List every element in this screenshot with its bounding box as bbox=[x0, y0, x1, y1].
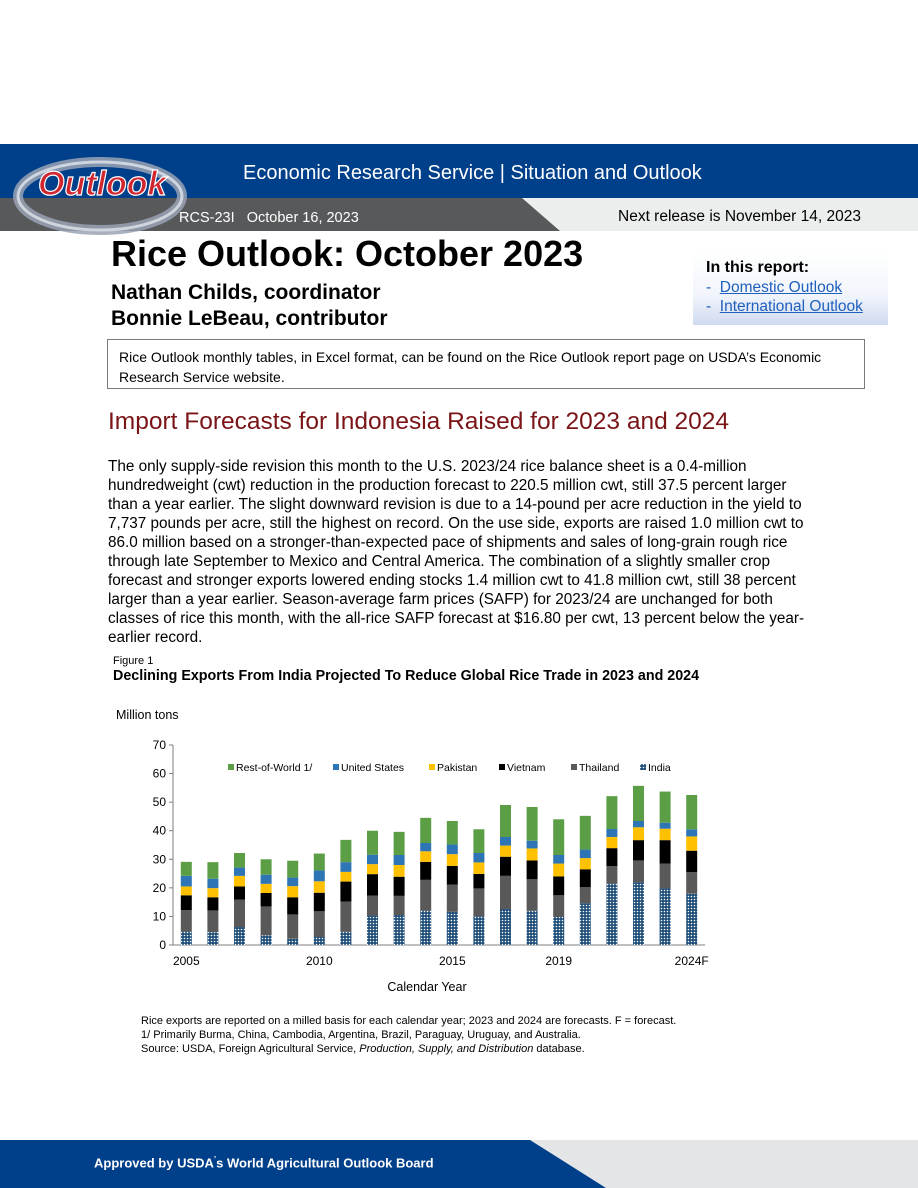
x-tick-label: 2019 bbox=[545, 954, 573, 968]
y-tick-label: 60 bbox=[152, 766, 166, 781]
bar-segment-thailand bbox=[660, 864, 671, 889]
x-tick-label: 2024F bbox=[674, 954, 709, 968]
bar-segment-vietnam bbox=[660, 840, 671, 863]
source-suffix: database. bbox=[533, 1043, 585, 1055]
bar-segment-vietnam bbox=[340, 882, 351, 902]
x-axis-label: Calendar Year bbox=[387, 980, 467, 994]
y-tick-label: 10 bbox=[152, 909, 166, 924]
bar-segment-india bbox=[580, 903, 591, 945]
y-tick-label: 30 bbox=[152, 852, 166, 867]
bar-segment-pakistan bbox=[287, 886, 298, 897]
bar-segment-india bbox=[606, 884, 617, 945]
bar-segment-vietnam bbox=[367, 874, 378, 895]
bar-segment-pakistan bbox=[527, 848, 538, 860]
legend-swatch bbox=[640, 764, 646, 770]
bar-segment-thailand bbox=[686, 872, 697, 893]
bar-segment-thailand bbox=[447, 885, 458, 912]
bar-segment-united-states bbox=[660, 823, 671, 829]
page-title: Rice Outlook: October 2023 bbox=[111, 233, 584, 274]
bar-segment-united-states bbox=[340, 862, 351, 872]
y-tick-label: 20 bbox=[152, 880, 166, 895]
bar-segment-vietnam bbox=[314, 893, 325, 912]
bar-segment-united-states bbox=[686, 829, 697, 836]
bar-segment-thailand bbox=[314, 911, 325, 937]
bar-segment-united-states bbox=[606, 829, 617, 837]
bar-segment-india bbox=[261, 935, 272, 945]
bar-segment-vietnam bbox=[473, 874, 484, 889]
source-title: Production, Supply, and Distribution bbox=[359, 1043, 534, 1055]
bar-segment-pakistan bbox=[181, 886, 192, 895]
domestic-outlook-link[interactable]: - Domestic Outlook bbox=[706, 279, 843, 296]
bar-segment-pakistan bbox=[420, 851, 431, 862]
bar-segment-vietnam bbox=[606, 848, 617, 866]
bar-segment-rest-of-world bbox=[580, 816, 591, 850]
outlook-logo bbox=[0, 152, 190, 236]
footer-apostrophe: ’ bbox=[213, 1155, 217, 1164]
bar-segment-pakistan bbox=[686, 836, 697, 850]
bar-segment-india bbox=[686, 894, 697, 945]
legend-label: Vietnam bbox=[507, 762, 546, 774]
bar-segment-rest-of-world bbox=[420, 818, 431, 843]
y-tick-label: 40 bbox=[152, 823, 166, 838]
bar-segment-india bbox=[500, 909, 511, 945]
bar-segment-rest-of-world bbox=[527, 807, 538, 841]
bar-segment-india bbox=[367, 916, 378, 945]
bar-segment-united-states bbox=[207, 879, 218, 888]
bar-segment-rest-of-world bbox=[340, 840, 351, 862]
source-prefix: Source: USDA, Foreign Agricultural Service, bbox=[141, 1043, 360, 1055]
legend-label: Thailand bbox=[579, 762, 620, 774]
bar-segment-pakistan bbox=[367, 864, 378, 874]
bar-segment-thailand bbox=[473, 888, 484, 916]
bar-segment-thailand bbox=[394, 896, 405, 915]
issue-number: RCS-23I bbox=[179, 210, 235, 226]
issue-line bbox=[179, 210, 359, 226]
legend-swatch bbox=[429, 764, 435, 770]
y-tick-label: 70 bbox=[152, 738, 166, 752]
bar-segment-rest-of-world bbox=[633, 786, 644, 821]
bar-segment-pakistan bbox=[314, 881, 325, 892]
bar-segment-vietnam bbox=[261, 893, 272, 906]
bar-segment-rest-of-world bbox=[261, 859, 272, 874]
bar-segment-thailand bbox=[420, 880, 431, 911]
bar-segment-pakistan bbox=[261, 884, 272, 893]
bar-segment-pakistan bbox=[580, 858, 591, 869]
bar-segment-united-states bbox=[633, 821, 644, 827]
bar-segment-united-states bbox=[527, 841, 538, 849]
figure-title: Declining Exports From India Projected To Reduce Global Rice Trade in 2023 and 2024 bbox=[113, 668, 700, 684]
figure-number: Figure 1 bbox=[113, 655, 154, 667]
bar-segment-thailand bbox=[527, 879, 538, 910]
body-paragraph: The only supply-side revision this month to the U.S. 2023/24 rice balance sheet is a 0.4-million hundredweight (cwt) reduction in the production forecast to 220.5 million cwt, still 37.5 percent larger than a year earlier. The slight downward revision is due to a 14-pound per acre reduction in the yield to 7,737 pounds per acre, still the highest on record. On the use side, exports are raised 1.0 million cwt to 86.0 million based on a stronger-than-expected pace of shipments and sales of long-grain rough rice through late September to Mexico and Central America. The combination of a slightly smaller crop forecast and stronger exports lowered ending stocks 1.4 million cwt to 41.8 million cwt, still 38 percent larger than a year earlier. Season-average farm prices (SAFP) for 2023/24 are unchanged for both classes of rice this month, with the all-rice SAFP forecast at $16.80 per cwt, 13 percent below the year-earlier record. bbox=[108, 458, 805, 646]
bar-segment-united-states bbox=[500, 837, 511, 846]
legend-swatch bbox=[333, 764, 339, 770]
bar-segment-rest-of-world bbox=[686, 795, 697, 829]
bar-segment-thailand bbox=[287, 914, 298, 938]
author-contributor: Bonnie LeBeau, contributor bbox=[111, 307, 388, 330]
international-outlook-link[interactable]: - International Outlook bbox=[706, 298, 863, 315]
next-release: Next release is November 14, 2023 bbox=[618, 208, 861, 225]
bar-segment-thailand bbox=[367, 896, 378, 916]
series-title: Economic Research Service | Situation and Outlook bbox=[243, 162, 702, 184]
bar-segment-india bbox=[527, 911, 538, 945]
y-axis-unit-label: Million tons bbox=[116, 708, 179, 722]
bar-segment-india bbox=[447, 912, 458, 945]
bar-segment-thailand bbox=[633, 860, 644, 882]
bar-segment-rest-of-world bbox=[314, 854, 325, 871]
bar-segment-united-states bbox=[234, 868, 245, 876]
bar-segment-vietnam bbox=[553, 876, 564, 895]
y-tick-label: 0 bbox=[159, 938, 166, 952]
bar-segment-pakistan bbox=[234, 876, 245, 887]
bar-segment-rest-of-world bbox=[473, 829, 484, 853]
footer-suffix: s World Agricultural Outlook Board bbox=[216, 1155, 434, 1171]
bar-segment-united-states bbox=[314, 870, 325, 881]
bar-segment-vietnam bbox=[420, 862, 431, 880]
legend-swatch bbox=[571, 764, 577, 770]
bar-segment-thailand bbox=[261, 906, 272, 935]
bar-segment-united-states bbox=[580, 850, 591, 859]
bar-segment-thailand bbox=[234, 900, 245, 927]
bar-segment-rest-of-world bbox=[367, 831, 378, 855]
bar-segment-rest-of-world bbox=[234, 853, 245, 868]
legend-label: Pakistan bbox=[437, 762, 478, 774]
bar-segment-india bbox=[420, 911, 431, 945]
bar-segment-vietnam bbox=[686, 851, 697, 872]
bar-segment-india bbox=[394, 915, 405, 945]
x-tick-label: 2015 bbox=[438, 954, 466, 968]
bar-segment-united-states bbox=[420, 843, 431, 851]
y-tick-label: 50 bbox=[152, 795, 166, 810]
bar-segment-india bbox=[473, 916, 484, 945]
issue-date: October 16, 2023 bbox=[246, 210, 359, 226]
bar-segment-united-states bbox=[553, 855, 564, 864]
bar-segment-thailand bbox=[580, 887, 591, 903]
bar-segment-india bbox=[314, 937, 325, 945]
bar-segment-rest-of-world bbox=[287, 861, 298, 878]
bar-segment-rest-of-world bbox=[660, 792, 671, 823]
bar-segment-rest-of-world bbox=[500, 805, 511, 837]
bar-segment-rest-of-world bbox=[181, 862, 192, 876]
bar-segment-pakistan bbox=[473, 862, 484, 873]
bar-segment-pakistan bbox=[447, 854, 458, 866]
bar-segment-vietnam bbox=[181, 895, 192, 910]
bar-segment-pakistan bbox=[500, 846, 511, 857]
rice-exports-chart bbox=[120, 730, 720, 1000]
footer-approval bbox=[94, 1155, 434, 1170]
bar-segment-united-states bbox=[261, 875, 272, 884]
legend-label: United States bbox=[341, 762, 405, 774]
bar-segment-vietnam bbox=[234, 886, 245, 899]
figure-notes bbox=[141, 1014, 731, 1056]
legend-swatch bbox=[499, 764, 505, 770]
bar-segment-united-states bbox=[287, 878, 298, 887]
bar-segment-pakistan bbox=[606, 837, 617, 848]
x-tick-label: 2010 bbox=[305, 954, 333, 968]
bar-segment-rest-of-world bbox=[394, 832, 405, 855]
bar-segment-rest-of-world bbox=[606, 796, 617, 829]
note-source bbox=[141, 1042, 731, 1056]
note-rest-of-world: 1/ Primarily Burma, China, Cambodia, Argentina, Brazil, Paraguay, Uruguay, and Australia. bbox=[141, 1029, 581, 1041]
logo-text: Outlook bbox=[38, 165, 167, 203]
bar-segment-pakistan bbox=[660, 829, 671, 840]
bar-segment-rest-of-world bbox=[447, 821, 458, 844]
bar-segment-india bbox=[207, 932, 218, 945]
bar-segment-pakistan bbox=[553, 864, 564, 877]
bar-segment-thailand bbox=[181, 910, 192, 931]
domestic-outlook-label[interactable]: Domestic Outlook bbox=[719, 279, 843, 296]
legend-swatch bbox=[228, 764, 234, 770]
bar-segment-thailand bbox=[500, 876, 511, 909]
bar-segment-thailand bbox=[207, 910, 218, 932]
bar-segment-vietnam bbox=[394, 877, 405, 896]
bar-segment-united-states bbox=[181, 876, 192, 887]
bar-segment-vietnam bbox=[447, 866, 458, 885]
x-tick-label: 2005 bbox=[172, 954, 200, 968]
in-this-report-heading: In this report: bbox=[706, 259, 810, 276]
bar-segment-india bbox=[340, 932, 351, 945]
bar-segment-pakistan bbox=[633, 827, 644, 840]
legend-label: Rest-of-World 1/ bbox=[236, 762, 313, 774]
international-outlook-label[interactable]: International Outlook bbox=[719, 298, 863, 315]
bar-segment-india bbox=[553, 917, 564, 945]
bar-segment-united-states bbox=[367, 855, 378, 864]
bar-segment-united-states bbox=[394, 855, 405, 865]
bar-segment-vietnam bbox=[527, 860, 538, 879]
bar-segment-vietnam bbox=[207, 897, 218, 910]
bar-segment-vietnam bbox=[633, 840, 644, 860]
bar-segment-india bbox=[234, 927, 245, 945]
section-headline: Import Forecasts for Indonesia Raised for 2023 and 2024 bbox=[108, 408, 730, 435]
bar-segment-thailand bbox=[606, 866, 617, 883]
footer-prefix: Approved by USDA bbox=[94, 1155, 214, 1171]
note-milled-basis: Rice exports are reported on a milled basis for each calendar year; 2023 and 2024 are forecasts. F = forecast. bbox=[141, 1015, 677, 1027]
bar-segment-pakistan bbox=[340, 872, 351, 882]
author-coordinator: Nathan Childs, coordinator bbox=[111, 281, 381, 304]
bar-segment-vietnam bbox=[580, 869, 591, 887]
bar-segment-india bbox=[181, 932, 192, 945]
bar-segment-vietnam bbox=[500, 857, 511, 876]
bar-segment-india bbox=[633, 882, 644, 945]
bar-segment-thailand bbox=[553, 895, 564, 917]
bar-segment-india bbox=[287, 939, 298, 945]
bar-segment-rest-of-world bbox=[553, 819, 564, 855]
bar-segment-pakistan bbox=[207, 888, 218, 897]
notice-text: Rice Outlook monthly tables, in Excel format, can be found on the Rice Outlook report page on USDA’s Economic Research Service website. bbox=[119, 349, 822, 385]
bar-segment-united-states bbox=[473, 853, 484, 862]
bar-segment-united-states bbox=[447, 844, 458, 854]
bar-segment-india bbox=[660, 888, 671, 945]
legend-label: India bbox=[648, 762, 671, 774]
bar-segment-pakistan bbox=[394, 865, 405, 877]
bar-segment-vietnam bbox=[287, 897, 298, 914]
bar-segment-thailand bbox=[340, 902, 351, 932]
bar-segment-rest-of-world bbox=[207, 862, 218, 879]
